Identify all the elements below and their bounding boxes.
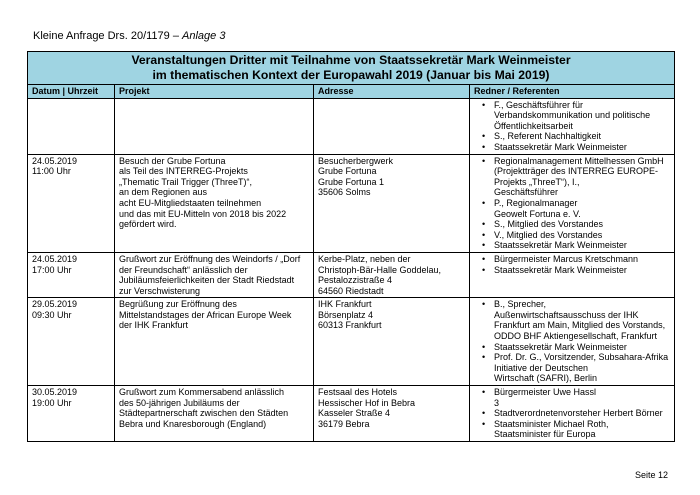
speaker-line: • Bürgermeister Marcus Kretschmann [494,253,639,264]
speaker-item [494,100,670,132]
table-row [28,154,675,252]
speaker-item [494,408,670,419]
speakers-cell [470,252,675,297]
table-row [28,298,675,386]
project-cell-line: Besuch der Grube Fortuna [119,155,226,166]
attachment-label: Anlage 3 [182,30,226,42]
project-cell-line: Städtepartnerschaft zwischen den Städten [119,408,289,419]
date-cell [28,154,115,252]
speakers-list [474,299,670,384]
speaker-line: Staatsminister für Europa [494,429,596,440]
speakers-cell [470,98,675,154]
project-cell-line: acht EU-Mitgliedstaaten teilnehmen [119,197,262,208]
project-cell-line: als Teil des INTERREG-Projekts [119,166,248,177]
speakers-cell [470,386,675,442]
date-cell [28,98,115,154]
speaker-item [494,198,670,219]
address-cell [314,252,470,297]
address-cell-line: Börsenplatz 4 [318,309,374,320]
address-cell-line: 36179 Bebra [318,418,370,429]
speaker-item [494,352,670,384]
speaker-line: • V., Mitglied des Vorstandes [494,229,603,240]
column-header-project: Projekt [115,85,314,99]
date-cell [28,298,115,386]
page-number: Seite 12 [634,470,668,480]
speaker-item [494,342,670,353]
project-cell-line: Jubiläumsfeierlichkeiten der Stadt Riedstadt [119,275,295,286]
project-cell-line: des 50-jährigen Jubiläums der [119,397,240,408]
project-cell-line: „Thematic Trail Trigger (ThreeT)“, [119,176,253,187]
project-cell [115,154,314,252]
speaker-line: • Regionalmanagement Mittelhessen GmbH [494,155,664,166]
speaker-item [494,131,670,142]
speaker-line: Öffentlichkeitsarbeit [494,120,573,131]
column-header-address: Adresse [314,85,470,99]
speaker-item [494,219,670,230]
project-cell-line: und das mit EU-Mitteln von 2018 bis 2022 [119,208,287,219]
speakers-cell [470,154,675,252]
project-cell [115,298,314,386]
speaker-line: Projekts „ThreeT“), I., [494,176,580,187]
date-cell-line: 24.05.2019 [32,155,78,166]
project-cell-line: gefördert wird. [119,219,177,230]
speaker-line: • Staatssekretär Mark Weinmeister [494,264,627,275]
speakers-list [474,254,670,275]
address-cell-line: Festsaal des Hotels [318,387,398,398]
speakers-cell [470,298,675,386]
speaker-item [494,240,670,251]
speaker-line: Initiative der Deutschen [494,362,589,373]
address-cell-line: Pestalozzistraße 4 [318,275,393,286]
speaker-line: (Projektträger des INTERREG EUROPE- [494,166,659,177]
address-cell-line: Grube Fortuna [318,166,377,177]
table-title-line: im thematischen Kontext der Europawahl 2019 (Januar bis Mai 2019) [152,68,550,82]
speaker-item [494,419,670,440]
project-cell [115,98,314,154]
address-cell-line: Kerbe-Platz, neben der [318,253,411,264]
date-cell-line: 30.05.2019 [32,387,78,398]
date-cell-line: 19:00 Uhr [32,397,72,408]
date-cell [28,386,115,442]
address-cell-line: 60313 Frankfurt [318,320,382,331]
date-cell [28,252,115,297]
speaker-item [494,254,670,265]
speaker-line: Geschäftsführer [494,187,559,198]
project-cell [115,386,314,442]
project-cell-line: Bebra und Knaresborough (England) [119,418,267,429]
address-cell-line: Besucherbergwerk [318,155,394,166]
project-cell [115,252,314,297]
speaker-line: • Staatssekretär Mark Weinmeister [494,240,627,251]
speakers-list [474,100,670,153]
date-cell-line: 24.05.2019 [32,253,78,264]
address-cell-line: Christoph-Bär-Halle Goddelau, [318,264,442,275]
speaker-line: Verbandskommunikation und politische [494,110,651,121]
speaker-line: • Staatsminister Michael Roth, [494,418,609,429]
address-cell [314,386,470,442]
speaker-line: • Bürgermeister Uwe Hassl [494,387,597,398]
table-row [28,252,675,297]
speaker-item [494,156,670,198]
project-cell-line: der Freundschaft“ anlässlich der [119,264,248,275]
speaker-item [494,142,670,153]
address-cell [314,154,470,252]
speaker-line: Geowelt Fortuna e. V. [494,208,581,219]
address-cell-line: IHK Frankfurt [318,299,372,310]
table-row [28,386,675,442]
speaker-line: • B., Sprecher, [494,299,547,310]
project-cell-line: Grußwort zur Eröffnung des Weindorfs / „Dorf [119,253,301,264]
speaker-line: Außenwirtschaftsausschuss der IHK [494,309,639,320]
speaker-line: Frankfurt am Main, Mitglied des Vorstands, [494,320,666,331]
speaker-line: • P., Regionalmanager [494,197,578,208]
column-header-speakers: Redner / Referenten [470,85,675,99]
speaker-line: • Staatssekretär Mark Weinmeister [494,341,627,352]
table-row [28,98,675,154]
speaker-line: • Stadtverordnetenvorsteher Herbert Börner [494,408,663,419]
table-title [28,52,675,85]
speaker-line: • Staatssekretär Mark Weinmeister [494,141,627,152]
document-header [33,30,225,42]
project-cell-line: der IHK Frankfurt [119,320,189,331]
speakers-list [474,156,670,251]
speaker-line: • S., Referent Nachhaltigkeit [494,131,602,142]
speaker-item [494,265,670,276]
address-cell-line: 64560 Riedstadt [318,285,384,296]
address-cell-line: Hessischer Hof in Bebra [318,397,416,408]
project-cell-line: Grußwort zum Kommersabend anlässlich [119,387,285,398]
address-cell [314,98,470,154]
address-cell [314,298,470,386]
speaker-line: • Prof. Dr. G., Vorsitzender, Subsahara-Afrika [494,352,669,363]
address-cell-line: 35606 Solms [318,187,371,198]
table-title-line: Veranstaltungen Dritter mit Teilnahme von Staatssekretär Mark Weinmeister [131,53,571,67]
project-cell-line: Begrüßung zur Eröffnung des [119,299,237,310]
speaker-line: 3 [494,397,500,408]
address-cell-line: Kasseler Straße 4 [318,408,391,419]
speaker-item [494,299,670,341]
project-cell-line: zur Verschwisterung [119,285,201,296]
speaker-line: ODDO BHF Aktiengesellschaft, Frankfurt [494,331,658,342]
project-cell-line: Mittelstandstages der African Europe Week [119,309,292,320]
document-reference: Kleine Anfrage Drs. 20/1179 – [33,30,183,42]
date-cell-line: 11:00 Uhr [32,166,71,177]
date-cell-line: 29.05.2019 [32,299,78,310]
speaker-item [494,387,670,408]
speakers-list [474,387,670,440]
events-table [27,51,675,442]
table-header-row [28,85,675,99]
speaker-line: • F., Geschäftsführer für [494,99,584,110]
speaker-line: • S., Mitglied des Vorstandes [494,219,604,230]
speaker-item [494,230,670,241]
date-cell-line: 09:30 Uhr [32,309,72,320]
column-header-date: Datum | Uhrzeit [28,85,115,99]
project-cell-line: an dem Regionen aus [119,187,208,198]
date-cell-line: 17:00 Uhr [32,264,72,275]
address-cell-line: Grube Fortuna 1 [318,176,385,187]
speaker-line: Wirtschaft (SAFRI), Berlin [494,373,598,384]
